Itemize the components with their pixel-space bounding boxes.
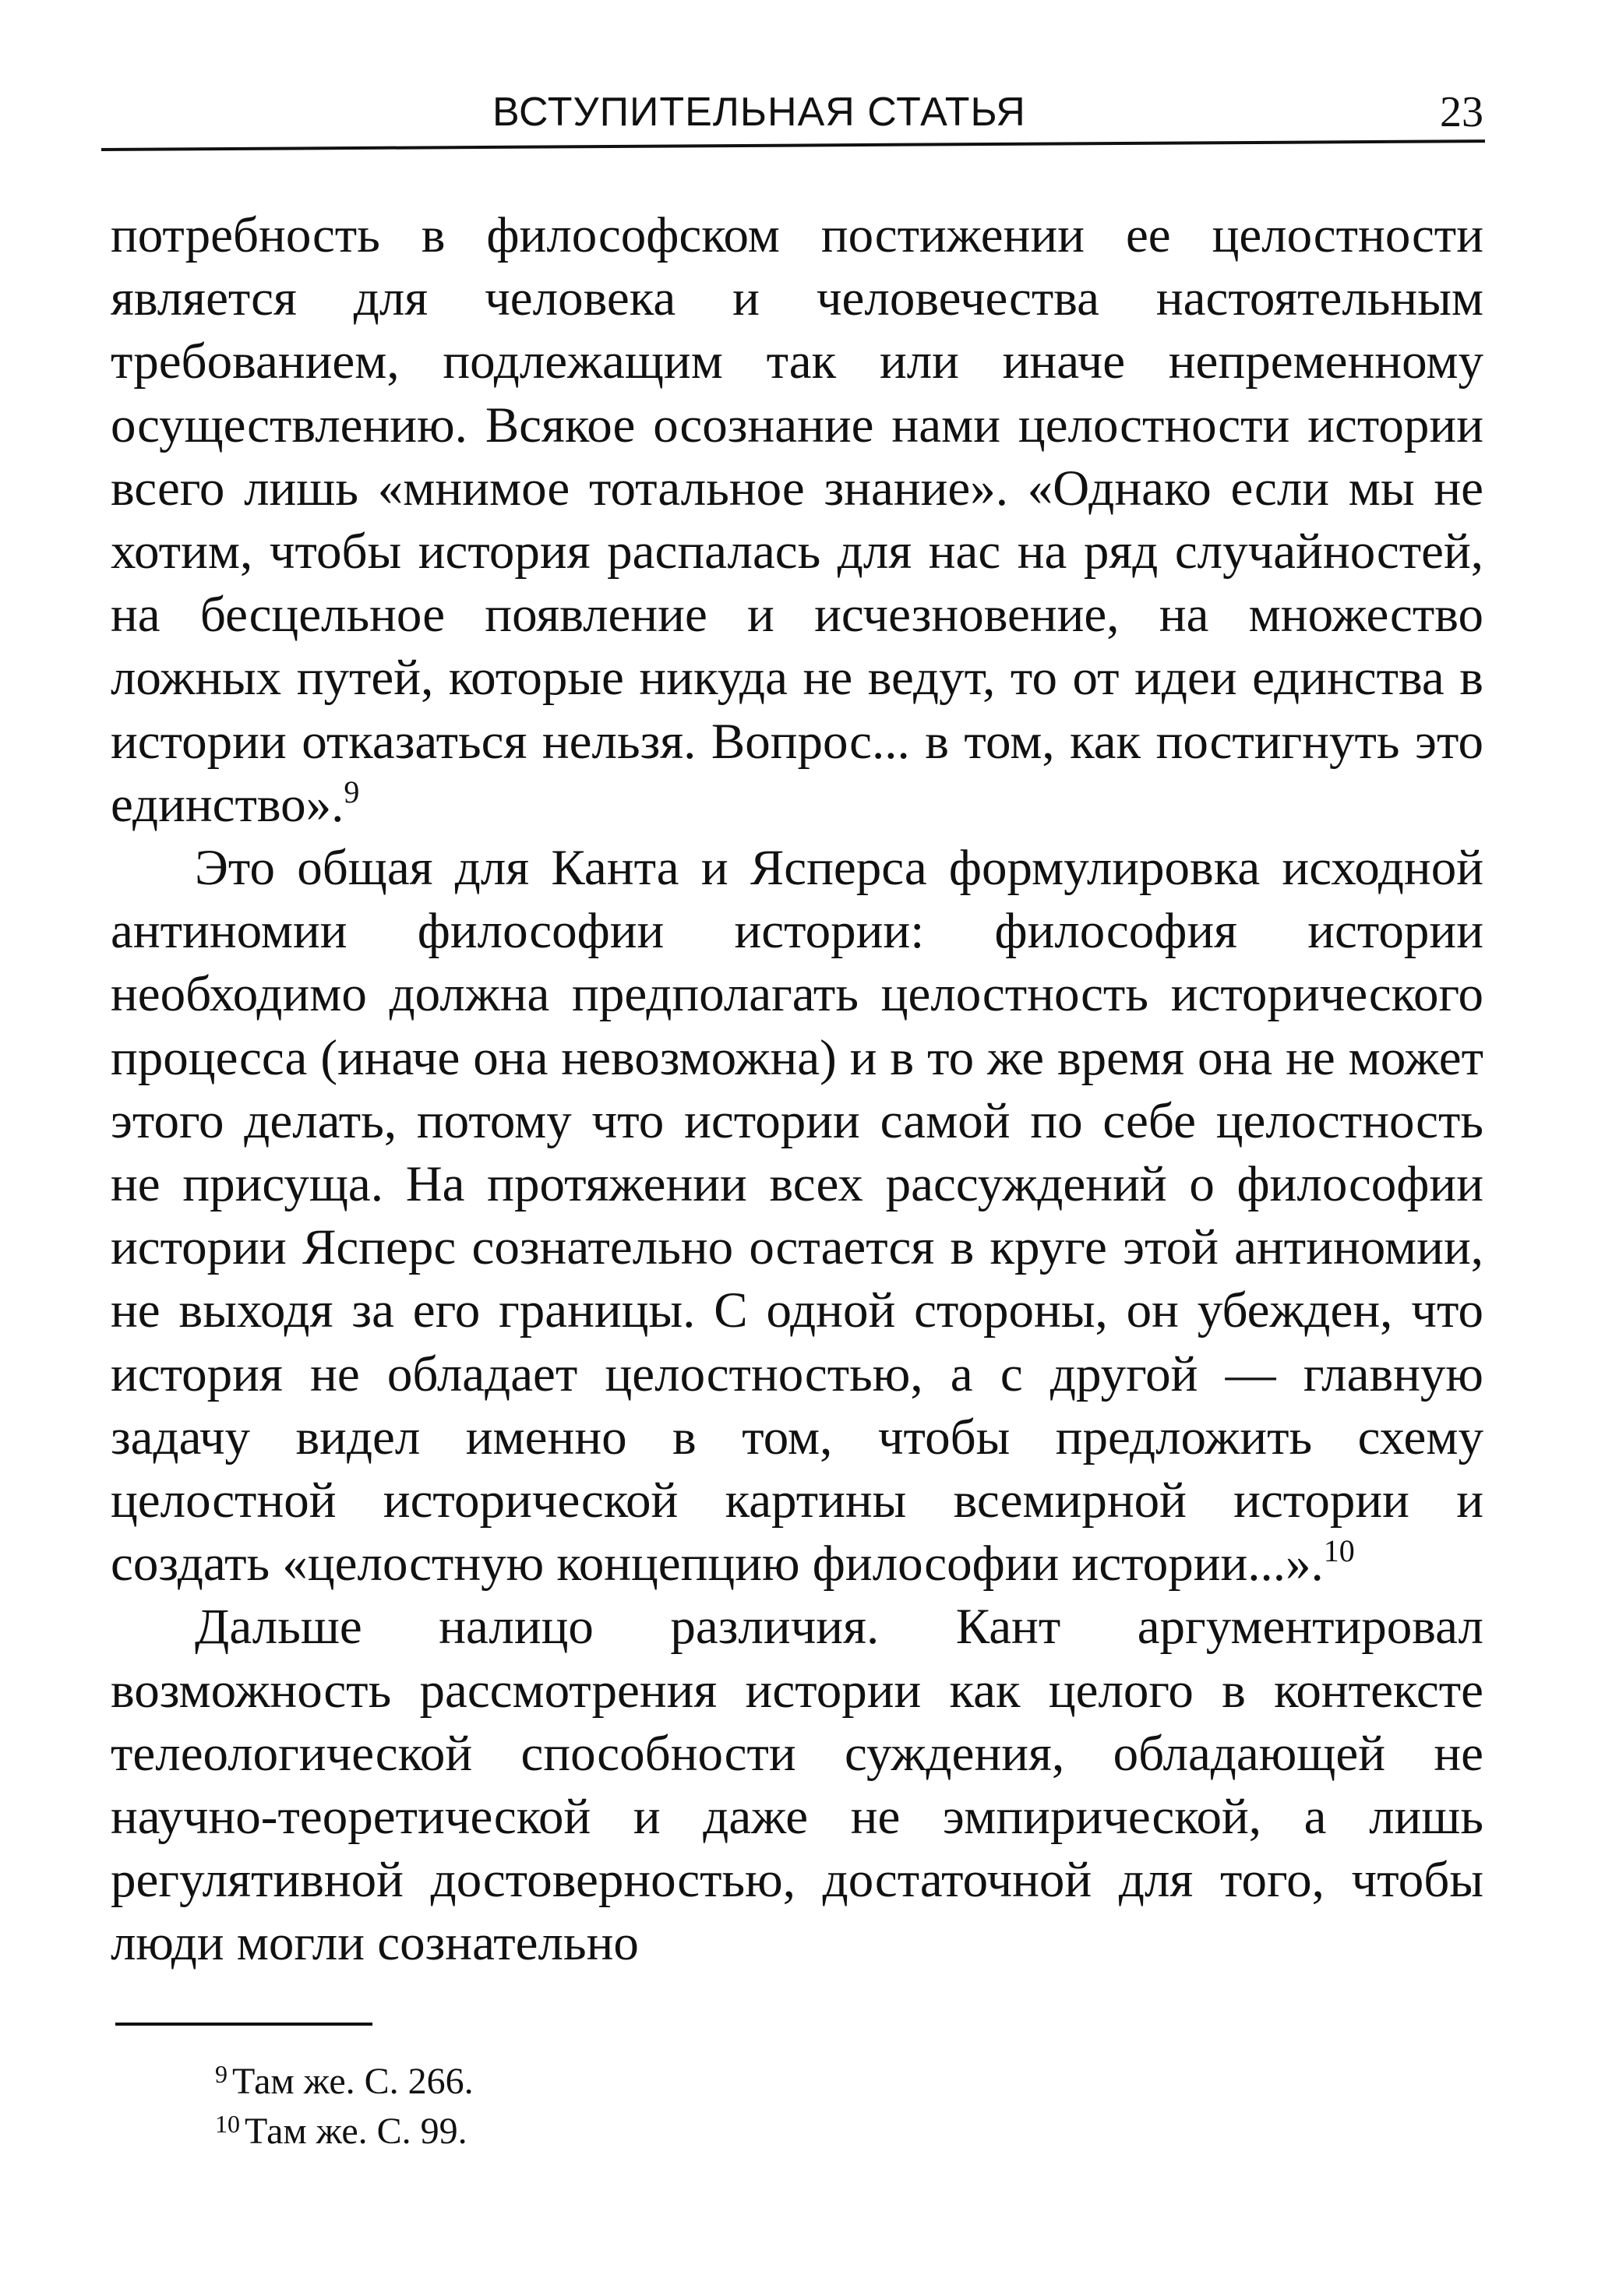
paragraph-3-text: Дальше налицо различия. Кант аргументировал возможность рассмотрения истории как целого в контексте телеологической способности суждения, обладающей не научно-теоретической и даже не эмпирической, а лишь регулятивной достоверностью, достаточной для того, чтобы люди могли сознательно bbox=[111, 1599, 1483, 1972]
paragraph-1 bbox=[111, 204, 1483, 837]
paragraph-2-text: Это общая для Канта и Ясперса формулировка исходной антиномии философии истории: философия истории необходимо должна предполагать целостность исторического процесса (иначе она невозможна) и в то же время она не может этого делать, потому что истории самой по себе целостность не присуща. На протяжении всех рассуждений о философии истории Ясперс сознательно остается в круге этой антиномии, не выходя за его границы. С одной стороны, он убежден, что история не обладает целостностью, а с другой — главную задачу видел именно в том, чтобы предложить схему целостной исторической картины всемирной истории и создать «целостную концепцию философии истории...». bbox=[111, 840, 1483, 1592]
footnote-mark: 10 bbox=[215, 2110, 240, 2138]
running-head bbox=[111, 83, 1483, 142]
footnote-text: Там же. С. 99. bbox=[245, 2111, 467, 2152]
paragraph-2 bbox=[111, 837, 1483, 1596]
footnote-ref-10: 10 bbox=[1323, 1533, 1355, 1569]
footnote-rule bbox=[115, 2023, 372, 2026]
body-text bbox=[111, 204, 1483, 1976]
paragraph-3 bbox=[111, 1596, 1483, 1975]
footnote-10 bbox=[215, 2107, 1306, 2157]
footnote-ref-9: 9 bbox=[344, 774, 360, 809]
footnotes bbox=[215, 2057, 1306, 2157]
footnote-9 bbox=[215, 2057, 1306, 2107]
footnote-text: Там же. С. 266. bbox=[232, 2061, 474, 2102]
page-number: 23 bbox=[1440, 88, 1483, 136]
paragraph-1-text: потребность в философском постижении ее целостности является для человека и человечества настоятельным требованием, подлежащим так или иначе непременному осуществлению. Всякое осознание нами целостности истории всего лишь «мнимое тотальное знание». «Однако если мы не хотим, чтобы история распалась для нас на ряд случайностей, на бесцельное появление и исчезновение, на множество ложных путей, которые никуда не ведут, то от идеи единства в истории отказаться нельзя. Вопрос... в том, как постигнуть это единство». bbox=[111, 207, 1483, 833]
footnote-mark: 9 bbox=[215, 2060, 228, 2088]
running-title: ВСТУПИТЕЛЬНАЯ СТАТЬЯ bbox=[492, 90, 1026, 135]
